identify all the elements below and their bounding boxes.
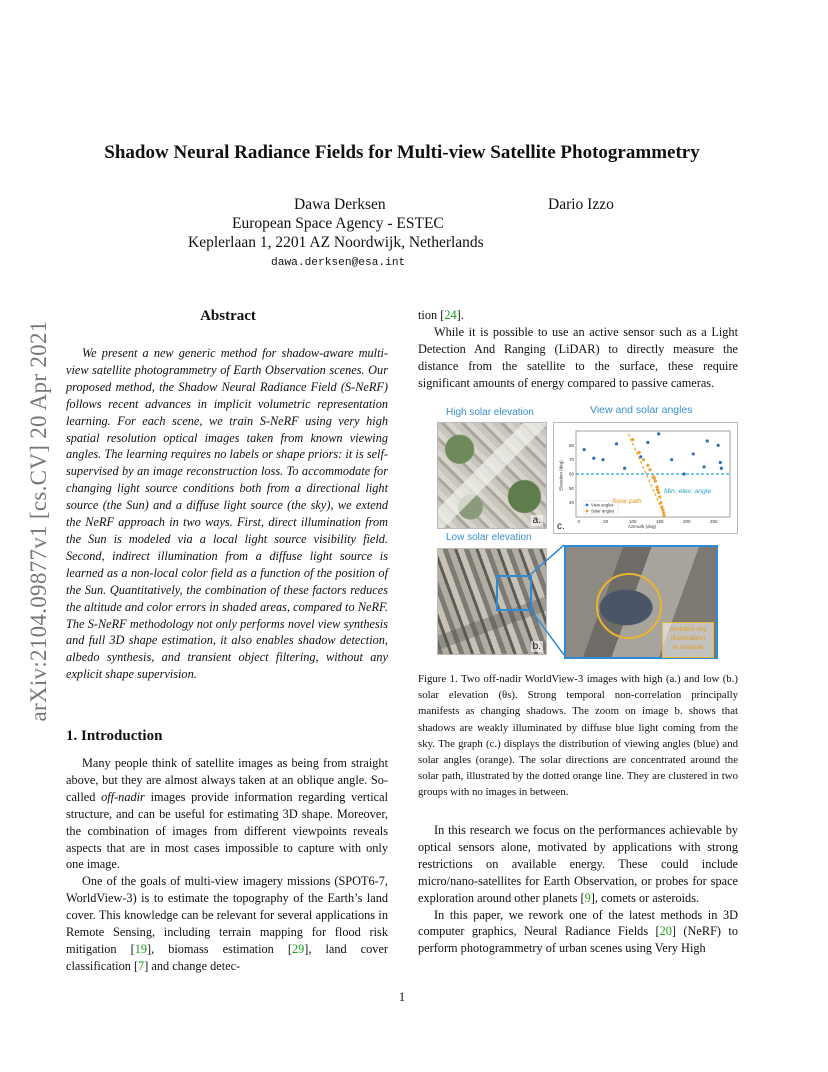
citation-24[interactable]: 24	[444, 308, 457, 322]
x-tick-label: 0	[577, 519, 580, 524]
figure-1	[436, 402, 736, 660]
author-2: Dario Izzo	[548, 196, 614, 213]
image-a-tag: a.	[532, 515, 541, 526]
y-tick-label: 40	[568, 500, 574, 506]
y-tick-label: 70	[568, 457, 574, 463]
affiliation: European Space Agency - ESTEC	[232, 215, 444, 232]
y-tick-label: 50	[568, 485, 574, 491]
x-tick-label: 100	[628, 519, 637, 524]
citation-9[interactable]: 9	[584, 890, 591, 905]
continuation-line: tion [24].	[418, 308, 464, 322]
chart-x-label: Azimuth (deg)	[628, 524, 657, 529]
x-tick-label: 250	[710, 519, 718, 524]
citation-19[interactable]: 19	[134, 941, 147, 956]
x-tick-label: 50	[603, 519, 609, 524]
intro-paragraph-2: One of the goals of multi-view imagery missions (SPOT6-7, WorldView-3) is to estimate the topography of the Earth’s land cover. This knowledge can be relevant for several applications in Remote Sensing, including terrain mapping for flood risk mitigation [19], biomass estimation [29], land cover classification [7] and change detec-	[66, 874, 388, 973]
ambient-line-2: illumination	[670, 635, 705, 642]
figure-caption: Figure 1. Two off-nadir WorldView-3 images with high (a.) and low (b.) solar elevation (θs). Strong temporal non-correlation principally manifests as changing shadows. The zoom on image b. shows that shadows are weakly illuminated by diffuse blue light coming from the sky. The graph (c.) displays the distribution of viewing angles (blue) and solar angles (orange). The solar directions are concentrated around the solar path, illustrated by the dotted orange line. They are clustered in two groups with no images in between.	[418, 673, 738, 799]
y-tick-label: 60	[568, 471, 574, 477]
intro-heading: 1. Introduction	[66, 728, 163, 744]
arxiv-stamp	[26, 286, 52, 756]
y-tick-label: 80	[568, 442, 574, 448]
arxiv-id: arXiv:2104.09877v1 [cs.CV] 20 Apr 2021	[26, 320, 51, 722]
intro-paragraph-1: Many people think of satellite images as being from straight above, but they are almost always taken at an oblique angle. So-called off-nadir images provide information regarding vertical structure, and can be useful for estimating 3D shape. Moreover, the combination of images from different viewpoints reveals aspects that are in most cases impossible to capture with only one image.	[66, 756, 388, 872]
abstract-paragraph: We present a new generic method for shadow-aware multi-view satellite photogrammetry of Earth Observation scenes. Our proposed method, the Shadow Neural Radiance Field (S-NeRF) follows recent advances in implicit volumetric representation learning. For each scene, we train S-NeRF using very high spatial resolution optical images taken from known viewing angles. The learning requires no labels or shape priors: it is self-supervised by an image reconstruction loss. To accommodate for changing light source conditions both from a directional light source (the Sun) and a diffuse light source (the sky), we extend the NeRF approach in two ways. First, direct illumination from the Sun is modeled via a local light source visibility field. Second, indirect illumination from a diffuse light source is learned as a non-local color field as a function of the position of the Sun. Quantitatively, the combination of these factors reduces the altitude and color errors in shaded areas, compared to NeRF. The S-NeRF methodology not only performs novel view synthesis and full 3D shape estimation, it also enables shadow detection, albedo synthesis, and transient object filtering, without any explicit shape supervision.	[66, 346, 388, 682]
zoom-image	[564, 545, 718, 659]
zoom-line-bottom	[531, 610, 564, 655]
address: Keplerlaan 1, 2201 AZ Noordwijk, Netherlands	[188, 234, 484, 251]
author-1: Dawa Derksen	[294, 196, 386, 213]
zoom-line-top	[531, 545, 564, 574]
legend-label-solar-angles: Solar angles	[591, 508, 615, 514]
min-elevation-label: Min. elev. angle	[664, 488, 712, 495]
abstract-text	[66, 345, 388, 683]
right-column-bottom	[418, 822, 738, 957]
email: dawa.derksen@esa.int	[271, 257, 406, 269]
high-elevation-label: High solar elevation	[446, 407, 534, 418]
shadow-highlight-circle	[596, 573, 662, 639]
off-nadir-emphasis: off-nadir	[101, 789, 145, 804]
citation-20[interactable]: 20	[659, 924, 672, 939]
chart-y-label: Elevation (deg)	[558, 460, 564, 491]
lidar-paragraph: While it is possible to use an active sensor such as a Light Detection And Ranging (LiDAR) to directly measure the distance from the satellite to the surface, these require significant amounts of energy compared to passive cameras.	[418, 324, 738, 390]
right-column-top	[418, 307, 738, 392]
x-tick-label: 200	[683, 519, 691, 524]
abstract-heading: Abstract	[200, 308, 256, 324]
citation-7[interactable]: 7	[138, 958, 145, 973]
solar-path-label: Solar path	[612, 498, 642, 505]
ambient-line-1: Ambient sky	[669, 626, 707, 633]
low-elevation-label: Low solar elevation	[446, 532, 532, 543]
paper-title: Shadow Neural Radiance Fields for Multi-view Satellite Photogrammetry	[104, 142, 700, 163]
page-number: 1	[398, 990, 406, 1004]
citation-29[interactable]: 29	[291, 941, 305, 956]
x-tick-label: 150	[655, 519, 664, 524]
image-b-tag: b.	[532, 641, 541, 652]
chart-c-tag: c.	[557, 521, 565, 532]
legend-label-view-angles: View angles	[591, 502, 614, 508]
view-solar-label: View and solar angles	[590, 404, 693, 416]
intro-text	[66, 755, 388, 975]
optical-paragraph: In this research we focus on the performances achievable by optical sensors alone, motivated by applications with strong restrictions on available energy. These could include micro/nano-satellites for Earth Observation, or probes for space exploration around other planets [9], comets or asteroids.	[418, 823, 738, 905]
nerf-paragraph: In this paper, we rework one of the latest methods in 3D computer graphics, Neural Radiance Fields [20] (NeRF) to perform photogrammetry of urban scenes using Very High	[418, 907, 738, 956]
ambient-line-3: in shadow	[672, 644, 704, 651]
ambient-callout	[662, 622, 714, 658]
